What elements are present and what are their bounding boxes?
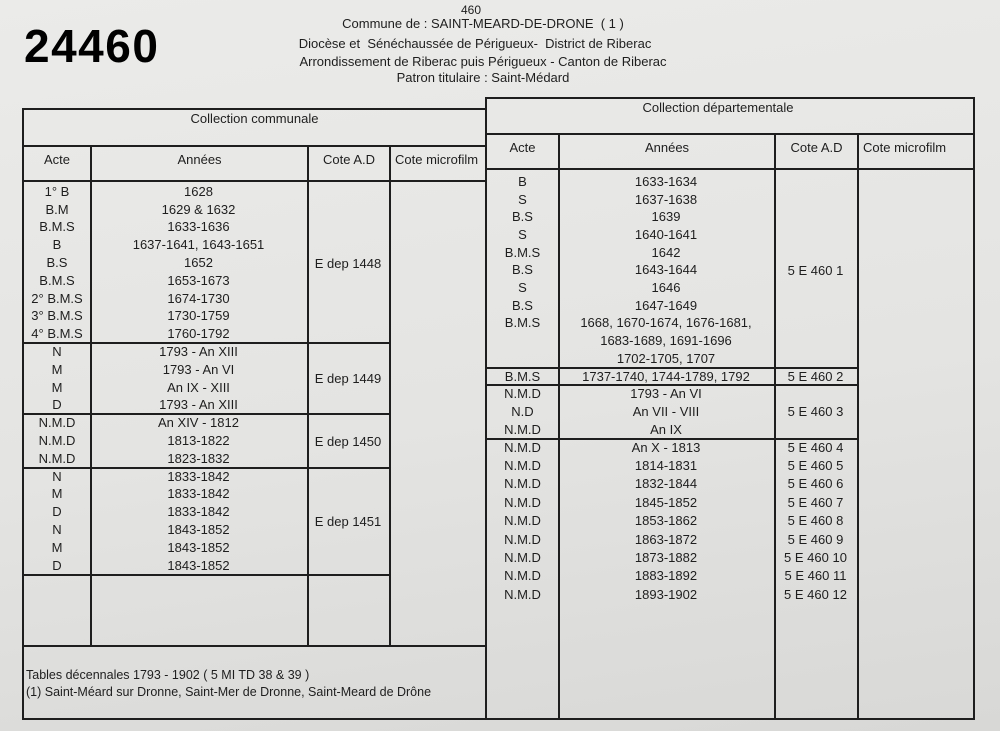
communal-collection-table <box>22 108 487 645</box>
acte-cell: N.M.D <box>504 458 541 474</box>
col-header-annees: Années <box>92 147 307 182</box>
departmental-collection-title: Collection départementale <box>487 99 973 135</box>
annees-cell: 1639 <box>651 209 681 225</box>
acte-cell: S <box>518 226 527 242</box>
col-header-cote-microfilm: Cote microfilm <box>859 135 973 170</box>
annees-cell: 1646 <box>651 279 681 295</box>
acte-cell: B.S <box>512 297 533 313</box>
annees-cell: 1813-1822 <box>167 433 230 449</box>
archive-number: 24460 <box>24 20 160 72</box>
annees-cell: 1793 - An XIII <box>159 397 238 413</box>
cote-ad-cell: E dep 1450 <box>314 433 382 449</box>
record-group <box>487 173 857 368</box>
acte-cell: B <box>518 173 527 189</box>
record-group <box>24 343 389 414</box>
diocese-line: Diocèse et Sénéchaussée de Périgueux- District de Riberac <box>298 36 652 51</box>
acte-cell: B.M.S <box>504 368 541 384</box>
annees-cell: 1643-1644 <box>634 262 698 278</box>
record-group <box>487 368 857 386</box>
table-row <box>487 567 857 585</box>
annees-cell: 1833-1842 <box>167 468 230 484</box>
annees-cell: 1793 - An VI <box>630 386 702 402</box>
cote-ad-cell: E dep 1451 <box>314 513 382 529</box>
table-row <box>487 475 857 493</box>
acte-cell: N <box>52 468 62 484</box>
acte-cell: N.D <box>511 403 534 419</box>
communal-table-body <box>24 182 485 645</box>
col-header-cote-ad: Cote A.D <box>309 147 389 182</box>
cote-ad-cell: 5 E 460 2 <box>787 369 844 385</box>
acte-cell: N.M.D <box>504 531 541 547</box>
annees-cell: 1833-1842 <box>167 504 230 520</box>
annees-cell: 1893-1902 <box>634 586 698 602</box>
col-header-cote-microfilm: Cote microfilm <box>391 147 485 182</box>
acte-cell: D <box>52 504 62 520</box>
departmental-collection-table <box>485 97 975 720</box>
acte-cell: M <box>51 361 63 377</box>
acte-cell: D <box>52 397 62 413</box>
acte-cell: N.M.D <box>38 415 76 431</box>
acte-cell: B.S <box>512 209 533 225</box>
acte-cell: N <box>52 344 62 360</box>
col-header-cote-ad: Cote A.D <box>776 135 857 170</box>
cote-ad-cell: 5 E 460 6 <box>787 476 844 492</box>
cote-ad-cell: 5 E 460 7 <box>787 494 844 510</box>
acte-cell: B.S <box>46 255 68 271</box>
record-group <box>24 183 389 343</box>
acte-cell: N <box>52 522 62 538</box>
acte-cell: N.M.D <box>504 476 541 492</box>
table-row <box>487 439 857 457</box>
acte-cell: N.M.D <box>38 433 76 449</box>
acte-cell: S <box>518 191 527 207</box>
annees-cell: 1640-1641 <box>634 226 698 242</box>
cote-ad-cell: 5 E 460 10 <box>784 550 847 566</box>
acte-cell: B.M <box>45 201 69 217</box>
annees-cell: 1833-1842 <box>167 486 230 502</box>
annees-cell: 1647-1649 <box>634 297 698 313</box>
acte-cell: N.M.D <box>504 513 541 529</box>
annees-cell: An X - 1813 <box>631 439 701 455</box>
annees-cell: 1642 <box>651 244 681 260</box>
annees-cell: 1793 - An VI <box>162 361 235 377</box>
acte-cell: M <box>51 486 63 502</box>
annees-cell: 1853-1862 <box>634 513 698 529</box>
table-row <box>487 549 857 567</box>
annees-cell: An XIV - 1812 <box>158 415 239 431</box>
acte-cell: M <box>51 539 63 555</box>
acte-cell: B.M.S <box>504 315 541 331</box>
annees-cell: 1637-1641, 1643-1651 <box>132 237 265 253</box>
annees-cell: 1823-1832 <box>167 450 230 466</box>
cote-ad-cell: 5 E 460 3 <box>787 404 844 420</box>
acte-cell: N.M.D <box>504 494 541 510</box>
acte-cell: D <box>52 557 62 573</box>
cote-ad-cell: 5 E 460 4 <box>787 439 844 455</box>
communal-grid <box>24 147 485 645</box>
annees-cell: 1668, 1670-1674, 1676-1681, <box>580 315 752 331</box>
acte-cell: B.M.S <box>39 272 75 288</box>
annees-cell: 1863-1872 <box>634 531 698 547</box>
table-row <box>487 494 857 512</box>
annees-cell: 1832-1844 <box>634 476 698 492</box>
communal-collection-title: Collection communale <box>24 110 485 147</box>
cote-ad-cell: 5 E 460 1 <box>787 262 844 278</box>
table-row <box>487 586 857 604</box>
acte-cell: 1° B <box>44 183 70 199</box>
acte-cell: N.M.D <box>504 568 541 584</box>
col-header-annees: Années <box>560 135 774 170</box>
acte-cell: N.M.D <box>38 450 76 466</box>
page-number: 460 <box>460 3 482 17</box>
record-group <box>487 385 857 438</box>
footnote-name-variants: (1) Saint-Méard sur Dronne, Saint-Mer de Dronne, Saint-Meard de Drône <box>26 685 432 699</box>
table-row <box>487 457 857 475</box>
annees-cell: 1737-1740, 1744-1789, 1792 <box>582 368 750 384</box>
annees-cell: 1652 <box>184 255 213 271</box>
annees-cell: 1843-1852 <box>167 522 230 538</box>
acte-cell: N.M.D <box>504 439 541 455</box>
record-group <box>487 439 857 605</box>
acte-cell: M <box>51 379 63 395</box>
departmental-table-body <box>487 170 973 718</box>
patron-line: Patron titulaire : Saint-Médard <box>396 70 570 85</box>
cote-ad-cell: 5 E 460 11 <box>784 568 847 584</box>
annees-cell: 1883-1892 <box>634 568 698 584</box>
table-row <box>487 530 857 548</box>
annees-cell: 1637-1638 <box>634 191 698 207</box>
departmental-grid <box>487 135 973 718</box>
acte-cell: N.M.D <box>504 586 541 602</box>
annees-cell: 1843-1852 <box>167 539 230 555</box>
annees-cell: 1845-1852 <box>634 494 698 510</box>
acte-cell: 4° B.M.S <box>31 326 83 342</box>
cote-ad-cell: 5 E 460 5 <box>787 458 844 474</box>
acte-cell: B <box>52 237 62 253</box>
annees-cell: An VII - VIII <box>632 403 700 419</box>
cote-ad-cell: E dep 1448 <box>314 255 382 271</box>
annees-cell: 1702-1705, 1707 <box>616 350 716 366</box>
cote-ad-cell: 5 E 460 12 <box>784 586 847 602</box>
annees-cell: 1633-1634 <box>634 173 698 189</box>
annees-cell: 1793 - An XIII <box>159 344 238 360</box>
acte-cell: 3° B.M.S <box>31 308 83 324</box>
cote-ad-cell: 5 E 460 9 <box>787 531 844 547</box>
annees-cell: 1628 <box>184 183 213 199</box>
annees-cell: 1633-1636 <box>167 219 230 235</box>
col-header-acte: Acte <box>487 135 558 170</box>
annees-cell: 1730-1759 <box>167 308 230 324</box>
annees-cell: 1653-1673 <box>167 272 230 288</box>
annees-cell: 1629 & 1632 <box>161 201 236 217</box>
acte-cell: S <box>518 279 527 295</box>
annees-cell: 1760-1792 <box>167 326 230 342</box>
group-separator-line <box>24 574 389 576</box>
cote-ad-cell: 5 E 460 8 <box>787 513 844 529</box>
commune-title: Commune de : SAINT-MEARD-DE-DRONE ( 1 ) <box>342 16 624 31</box>
acte-cell: N.M.D <box>504 386 541 402</box>
acte-cell: B.M.S <box>39 219 75 235</box>
annees-cell: 1873-1882 <box>634 550 698 566</box>
col-header-acte: Acte <box>24 147 90 182</box>
arrondissement-line: Arrondissement de Riberac puis Périgueux - Canton de Riberac <box>299 54 667 69</box>
footer-notes-box <box>22 645 487 720</box>
annees-cell: 1674-1730 <box>167 290 230 306</box>
annees-cell: 1843-1852 <box>167 557 230 573</box>
decennial-tables-note: Tables décennales 1793 - 1902 ( 5 MI TD 38 & 39 ) <box>26 668 310 682</box>
acte-cell: N.M.D <box>504 421 541 437</box>
record-group <box>24 414 389 467</box>
annees-cell: 1814-1831 <box>634 458 698 474</box>
record-group <box>24 468 389 575</box>
annees-cell: An IX <box>650 421 682 437</box>
annees-cell: 1683-1689, 1691-1696 <box>600 333 732 349</box>
acte-cell: B.M.S <box>504 244 541 260</box>
acte-cell: N.M.D <box>504 550 541 566</box>
annees-cell: An IX - XIII <box>167 379 230 395</box>
table-row <box>487 512 857 530</box>
acte-cell: B.S <box>512 262 533 278</box>
acte-cell: 2° B.M.S <box>31 290 83 306</box>
cote-ad-cell: E dep 1449 <box>314 371 382 387</box>
